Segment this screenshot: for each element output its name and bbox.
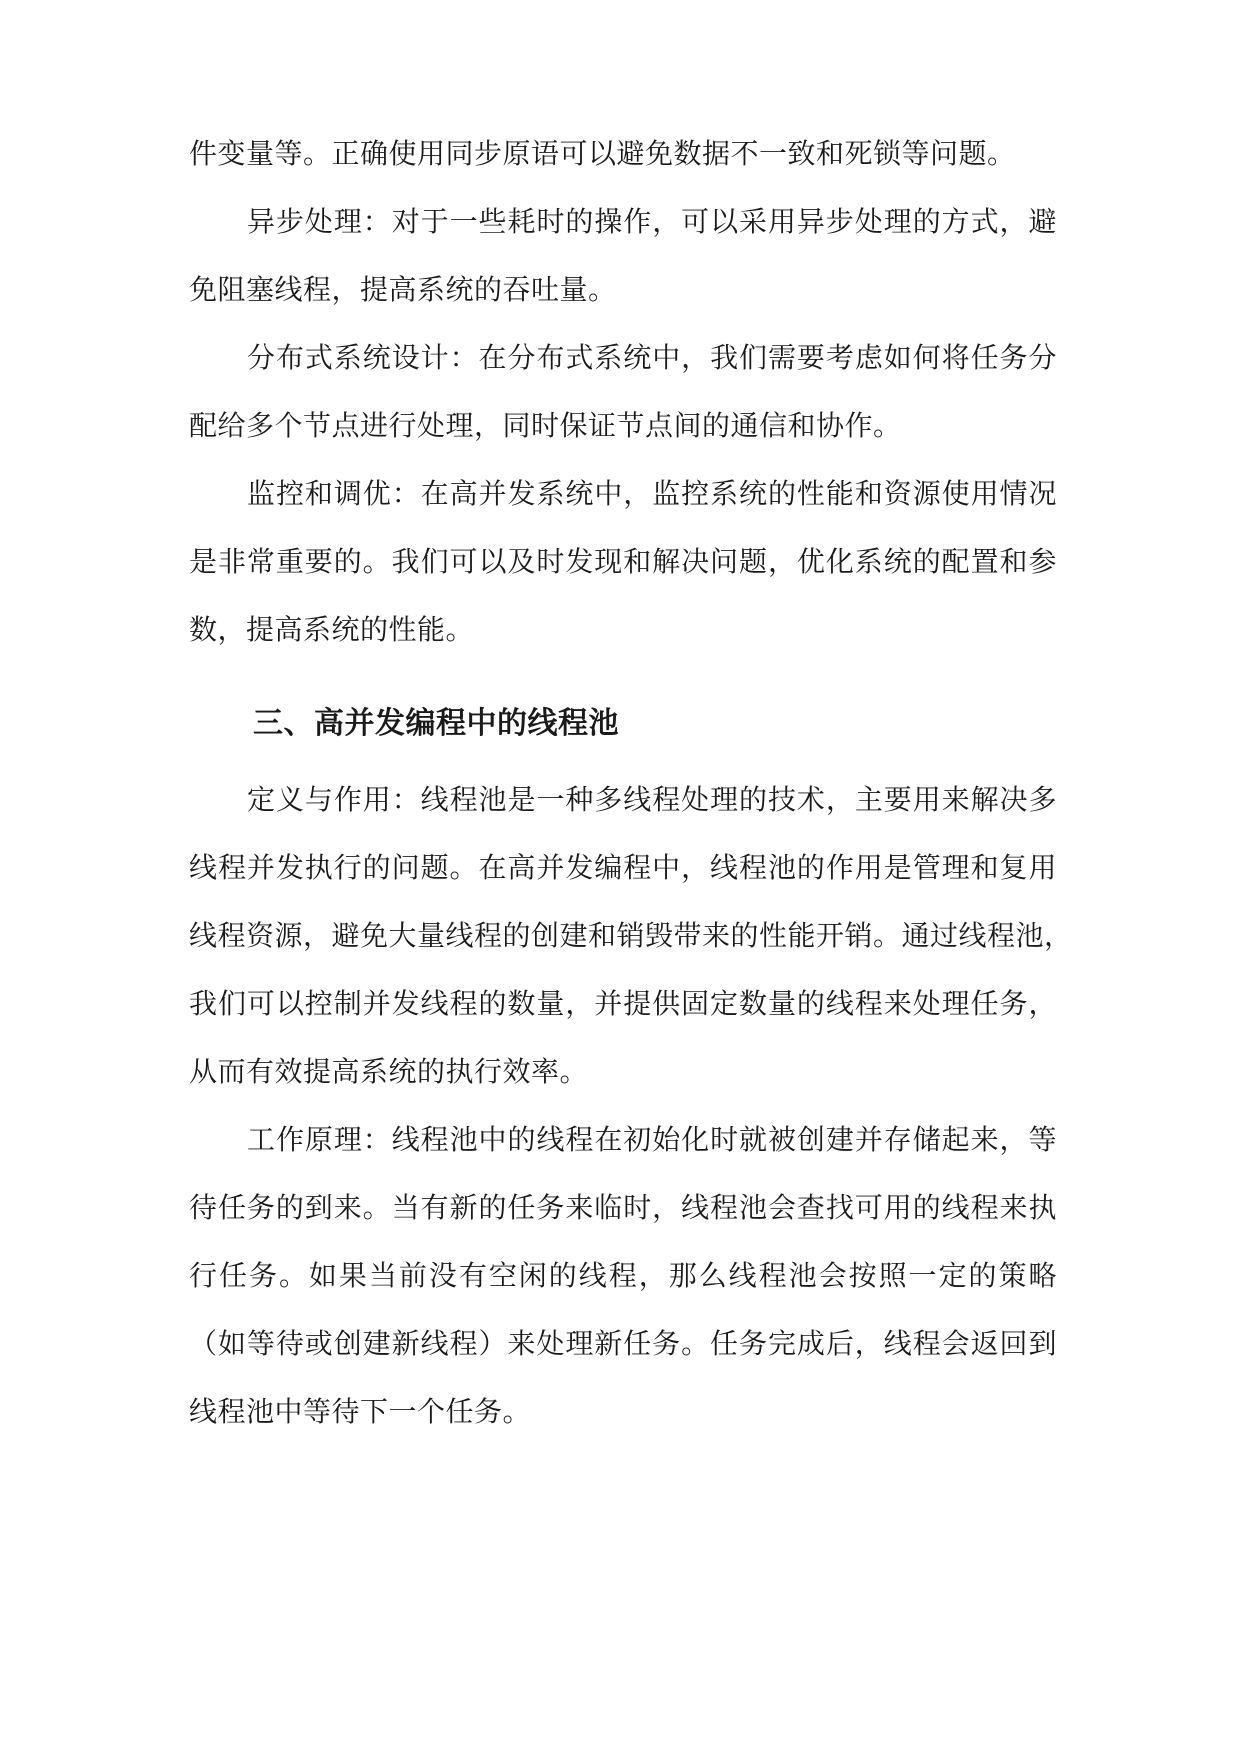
paragraph-line: 免阻塞线程，提高系统的吞吐量。 <box>189 273 617 306</box>
paragraph-line: 待任务的到来。当有新的任务来临时，线程池会查找可用的线程来执 <box>189 1191 1057 1224</box>
paragraph-line: 从而有效提高系统的执行效率。 <box>189 1055 589 1088</box>
paragraph-line: 配给多个节点进行处理，同时保证节点间的通信和协作。 <box>189 409 902 442</box>
paragraph-line: 是非常重要的。我们可以及时发现和解决问题，优化系统的配置和参 <box>189 545 1057 578</box>
paragraph-line: 件变量等。正确使用同步原语可以避免数据不一致和死锁等问题。 <box>189 137 1016 170</box>
paragraph-line: 异步处理：对于一些耗时的操作，可以采用异步处理的方式，避 <box>247 205 1057 238</box>
paragraph-line: 分布式系统设计：在分布式系统中，我们需要考虑如何将任务分 <box>247 341 1057 374</box>
paragraph-line: 线程资源，避免大量线程的创建和销毁带来的性能开销。通过线程池， <box>189 919 1073 952</box>
paragraph-line: 线程池中等待下一个任务。 <box>189 1395 532 1428</box>
paragraph-line: 监控和调优：在高并发系统中，监控系统的性能和资源使用情况 <box>247 477 1057 510</box>
paragraph-line: 数，提高系统的性能。 <box>189 613 475 646</box>
paragraph-line: 行任务。如果当前没有空闲的线程，那么线程池会按照一定的策略 <box>189 1259 1057 1292</box>
paragraph-line: 定义与作用：线程池是一种多线程处理的技术，主要用来解决多 <box>247 783 1057 816</box>
section-heading: 三、高并发编程中的线程池 <box>253 706 619 741</box>
paragraph-line: 线程并发执行的问题。在高并发编程中，线程池的作用是管理和复用 <box>189 851 1057 884</box>
paragraph-line: 工作原理：线程池中的线程在初始化时就被创建并存储起来，等 <box>247 1123 1057 1156</box>
paragraph-line: （如等待或创建新线程）来处理新任务。任务完成后，线程会返回到 <box>189 1327 1057 1360</box>
paragraph-line: 我们可以控制并发线程的数量，并提供固定数量的线程来处理任务， <box>189 987 1057 1020</box>
